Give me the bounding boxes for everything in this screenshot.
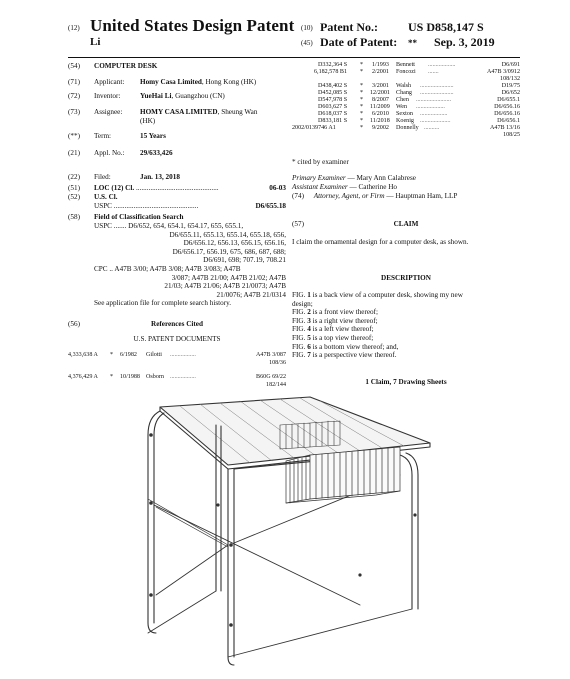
claims-summary: 1 Claim, 7 Drawing Sheets [365, 378, 447, 386]
assignee-label: Assignee: [94, 108, 123, 116]
inventor-name: YueHai Li [140, 92, 172, 100]
uspc-label: USPC [94, 201, 112, 210]
ref-number: 4,333,638 A [68, 352, 98, 358]
patent-number: US D858,147 S [408, 20, 484, 34]
assignee-location: , Sheung Wan [217, 108, 258, 116]
patent-type-title: United States Design Patent [90, 16, 295, 35]
primary-examiner-label: Primary Examiner [292, 174, 346, 182]
inid-code: (57) [292, 220, 304, 228]
search-line: D6/656.17, 656.19, 675, 686, 687, 688; [172, 247, 286, 256]
inid-code: (72) [68, 92, 80, 100]
inid-code: (51) [68, 184, 80, 192]
us-cl-label: U.S. Cl. [94, 193, 118, 201]
ref-date: 6/1982 [120, 352, 137, 358]
inventor-label: Inventor: [94, 92, 121, 100]
inid-code: (56) [68, 320, 80, 328]
term-value: 15 Years [140, 132, 166, 140]
assignee-country: (HK) [140, 116, 156, 125]
loc-class-field [68, 184, 286, 193]
date-of-patent: Sep. 3, 2019 [434, 35, 495, 49]
patent-number-label: Patent No.: [320, 20, 378, 34]
reference-row: 4,333,638 A * 6/1982 Gilotti ................. A47B 3/087 108/36 [68, 352, 286, 366]
header-code-45: (45) [301, 39, 313, 47]
figure-description: FIG. 2 is a front view thereof; [292, 308, 379, 317]
classification-search-field [68, 213, 286, 222]
figure-description: FIG. 7 is a perspective view thereof. [292, 351, 397, 360]
claim-heading: CLAIM [393, 220, 419, 228]
reference-row: 4,376,429 A * 10/1988 Osborn ................. B60G 69/22 182/144 [68, 374, 286, 388]
patent-header [0, 0, 570, 60]
applicant-label: Applicant: [94, 78, 125, 86]
header-code-12: (12) [68, 24, 80, 32]
uspc-dots: ............................................... [111, 201, 199, 210]
search-line: 21/03; A47B 21/06; A47B 21/0073; A47B [164, 282, 286, 291]
applicant-location: , Hong Kong (HK) [201, 78, 257, 86]
ref-class-secondary: 182/144 [266, 381, 286, 388]
title-field [68, 62, 158, 71]
ref-name: Osborn [146, 374, 164, 380]
search-history-note: See application file for complete search history. [94, 299, 232, 308]
cited-reference-list: D332,364 S * 1/1993 Bennett .................. D6/691 6,182,578 B1 * 2/2001 Foncozi ....... A47B 3/0912 108/132 D438,402 S * 3/2001 Walsh ...................... D19/75 D452,085 S * 12/2001 Chang ...................... D6/652 D547,978 S * 8/2007 Chen ....................... D6/655.1 D603,627 S * 11/2009 Wen ................... D6/656.16 D618,037 S * 6/2010 Sexton .................. D6/656.16 D833,181 S * 11/2018 Koenig .................... D6/656.1 2002/0139746 A1 * 9/2002 Donnelly .......... A47B 13/16 108/25 [292, 62, 520, 138]
ref-number: 4,376,429 A [68, 374, 98, 380]
figure-description: FIG. 5 is a top view thereof; [292, 333, 374, 342]
loc-label: LOC (12) Cl. [94, 184, 135, 192]
term-label: Term: [94, 132, 112, 140]
inid-code: (54) [68, 62, 80, 70]
application-number-field [68, 149, 173, 158]
inventor-field [68, 92, 225, 101]
bibliographic-column [68, 62, 286, 452]
attorney-field [292, 192, 457, 201]
cited-by-examiner-note: * cited by examiner [292, 158, 349, 166]
search-line: 3/087; A47B 21/00; A47B 21/02; A47B [171, 273, 286, 282]
inid-code: (58) [68, 213, 80, 221]
applicant-field [68, 78, 286, 87]
figure-description: FIG. 3 is a right view thereof; [292, 316, 378, 325]
inid-code: (74) [292, 192, 304, 200]
invention-title: COMPUTER DESK [94, 62, 158, 70]
primary-examiner-name: — Mary Ann Calabrese [345, 174, 416, 182]
inid-code: (21) [68, 149, 80, 157]
inid-code: (52) [68, 193, 80, 201]
search-line: D6/655.11, 655.13, 655.14, 655.18, 656, [169, 230, 286, 239]
assistant-examiner [292, 183, 397, 192]
filed-label: Filed: [94, 173, 111, 181]
ref-class-secondary: 108/36 [269, 359, 286, 366]
inid-code: (**) [68, 132, 80, 140]
primary-examiner [292, 174, 416, 183]
ref-class: B60G 69/22 [256, 374, 286, 380]
date-of-patent-label: Date of Patent: [320, 35, 398, 49]
inid-code: (71) [68, 78, 80, 86]
search-line: 21/0076; A47B 21/0314 [216, 290, 286, 299]
header-rule [68, 57, 520, 58]
claim-heading-row [292, 220, 520, 229]
attorney-name: — Hauptman Ham, LLP [384, 192, 458, 200]
ref-name: Gilotti [146, 352, 162, 358]
header-code-10: (10) [301, 24, 313, 32]
ref-asterisk: * [110, 374, 114, 380]
us-patent-documents-heading: U.S. PATENT DOCUMENTS [133, 335, 221, 343]
assistant-examiner-name: — Catherine Ho [347, 183, 398, 191]
inid-code: (22) [68, 173, 80, 181]
ref-class: A47B 3/087 [256, 352, 286, 358]
uspc-value: D6/655.18 [255, 201, 286, 210]
figure-description: FIG. 4 is a left view thereof; [292, 325, 374, 334]
filed-field [68, 173, 180, 182]
filed-value: Jan. 13, 2018 [140, 173, 180, 181]
references-cited-heading: References Cited [151, 320, 203, 328]
assignee-name: HOMY CASA LIMITED [140, 108, 218, 116]
figure-description: FIG. 6 is a bottom view thereof; and, [292, 342, 399, 351]
figure-descriptions [292, 291, 520, 360]
appl-no-label: Appl. No.: [94, 149, 125, 157]
attorney-label: Attorney, Agent, or Firm [313, 192, 385, 200]
search-line: D6/656.12, 656.13, 656.15, 656.16, [183, 239, 286, 248]
right-front-leg [228, 469, 234, 665]
inid-code: (73) [68, 108, 80, 116]
search-class-lines [94, 222, 286, 308]
claim-text: I claim the ornamental design for a computer desk, as shown. [292, 238, 469, 246]
term-field [68, 132, 166, 141]
term-asterisks: ** [408, 38, 417, 48]
search-line: CPC .. A47B 3/00; A47B 3/08; A47B 3/083; A47B [94, 264, 241, 273]
inventor-short-name: Li [90, 36, 101, 48]
us-class-field [68, 193, 286, 210]
inventor-location: , Guangzhou (CN) [171, 92, 225, 100]
references-cited-field [68, 320, 286, 329]
computer-desk-drawing [100, 395, 480, 675]
search-line: D6/691, 698; 707.19, 708.21 [203, 256, 286, 265]
assignee-field [68, 108, 258, 125]
figure-description-continued: design; [292, 299, 313, 308]
figure-description: FIG. 1 is a back view of a computer desk, showing my new [292, 291, 463, 299]
appl-no-value: 29/633,426 [140, 149, 173, 157]
description-heading: DESCRIPTION [381, 274, 431, 282]
loc-dots: .............................................. [134, 184, 219, 192]
loc-value: 06-03 [269, 184, 286, 192]
right-column [292, 62, 520, 392]
field-search-label: Field of Classification Search [94, 213, 184, 221]
assistant-examiner-label: Assistant Examiner [292, 183, 348, 191]
applicant-name: Homy Casa Limited [140, 78, 202, 86]
ref-asterisk: * [110, 352, 114, 358]
search-line: USPC ....... D6/652, 654, 654.1, 654.17, 655, 655.1, [94, 222, 244, 230]
ref-date: 10/1988 [120, 374, 140, 380]
